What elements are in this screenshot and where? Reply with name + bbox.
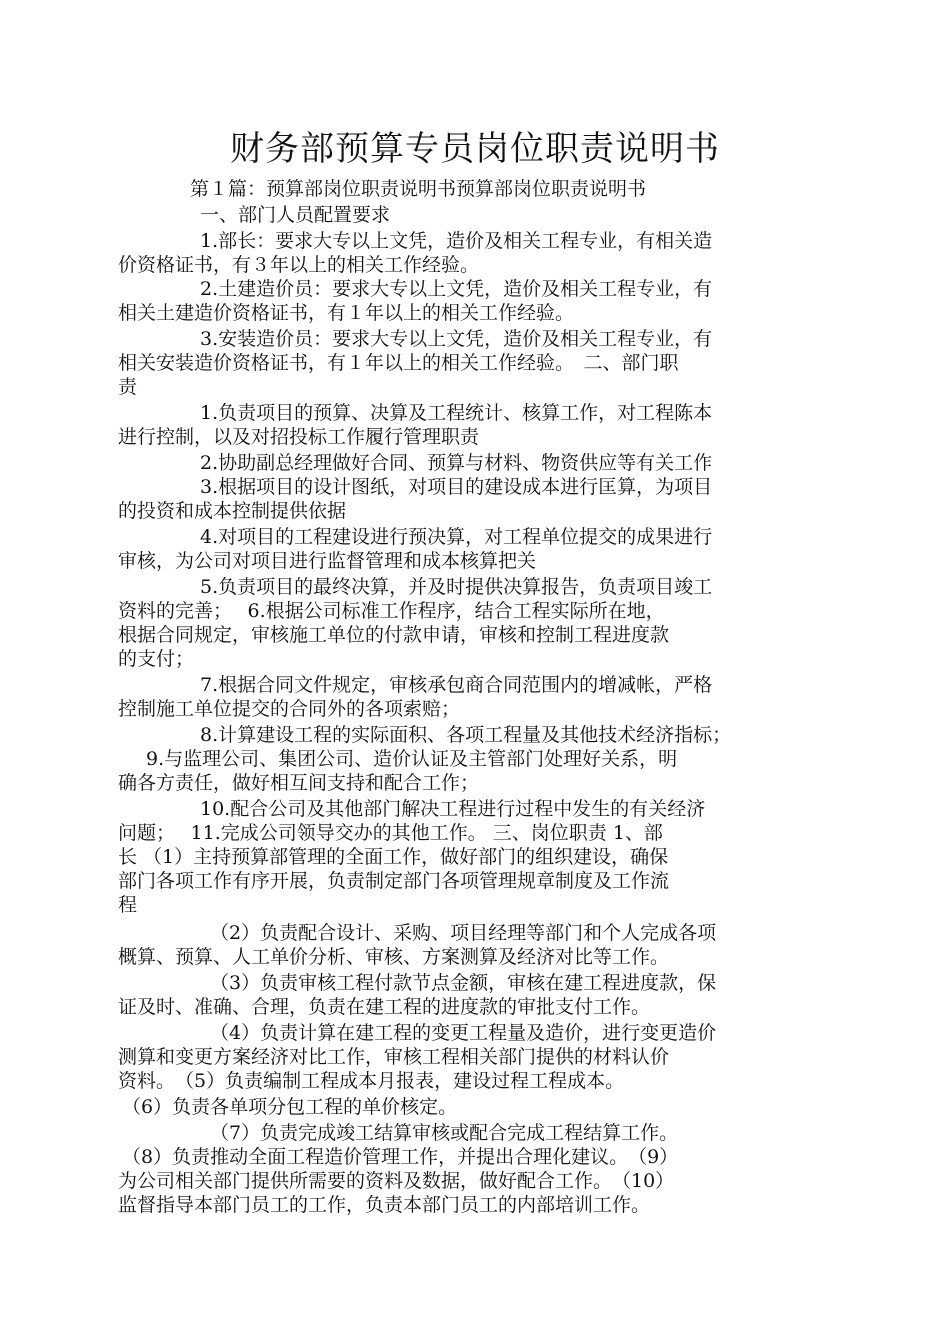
paragraph-line: 为公司相关部门提供所需要的资料及数据，做好配合工作。 （10） (118, 1170, 675, 1192)
paragraph-line: 控制施工单位提交的合同外的各项索赔； (118, 698, 461, 720)
paragraph-line: 1.负责项目的预算、决算及工程统计、核算工作，对工程陈本 (200, 402, 713, 424)
paragraph-line: 概算、预算、人工单价分析、审核、方案测算及经济对比等工作。 (118, 946, 670, 968)
paragraph-line: 9.与监理公司、集团公司、造价认证及主管部门处理好关系，明 (146, 748, 678, 770)
paragraph-line: （3）负责审核工程付款节点金额，审核在建工程进度款，保 (210, 972, 717, 994)
paragraph-line: 7.根据合同文件规定，审核承包商合同范围内的增减帐，严格 (200, 674, 713, 696)
paragraph-line: 10.配合公司及其他部门解决工程进行过程中发生的有关经济 (200, 798, 706, 820)
document-title: 财务部预算专员岗位职责说明书 (230, 129, 720, 169)
paragraph-line: 确各方责任，做好相互间支持和配合工作； (118, 772, 480, 794)
paragraph-line: 根据合同规定，审核施工单位的付款申请，审核和控制工程进度款 (118, 624, 670, 646)
paragraph-line: 部门各项工作有序开展，负责制定部门各项管理规章制度及工作流 (118, 870, 670, 892)
section-heading: 一、部门人员配置要求 (200, 204, 391, 226)
paragraph-line: 3.安装造价员：要求大专以上文凭，造价及相关工程专业，有 (200, 328, 713, 350)
paragraph-line: 5.负责项目的最终决算，并及时提供决算报告，负责项目竣工 (200, 576, 713, 598)
paragraph-line: 问题； 11.完成公司领导交办的其他工作。 三、岗位职责 1、部 (118, 822, 663, 844)
paragraph-line: （6）负责各单项分包工程的单价核定。 (122, 1096, 458, 1118)
paragraph-line: 责 (118, 376, 138, 398)
paragraph-line: 资料的完善； 6.根据公司标准工作程序，结合工程实际所在地， (118, 600, 665, 622)
paragraph-line: 审核，为公司对项目进行监督管理和成本核算把关 (118, 550, 537, 572)
paragraph-line: 测算和变更方案经济对比工作，审核工程相关部门提供的材料认价 (118, 1046, 670, 1068)
paragraph-line: （4）负责计算在建工程的变更工程量及造价，进行变更造价 (210, 1022, 717, 1044)
paragraph-line: 进行控制，以及对招投标工作履行管理职责 (118, 426, 480, 448)
paragraph-line: （7）负责完成竣工结算审核或配合完成工程结算工作。 (210, 1122, 679, 1144)
paragraph-line: （2）负责配合设计、采购、项目经理等部门和个人完成各项 (210, 922, 717, 944)
paragraph-line: 程 (118, 894, 138, 916)
paragraph-line: 的投资和成本控制提供依据 (118, 500, 347, 522)
paragraph-line: 监督指导本部门员工的工作，负责本部门员工的内部培训工作。 (118, 1194, 651, 1216)
paragraph-line: 的支付； (118, 648, 195, 670)
paragraph-line: 2.土建造价员：要求大专以上文凭，造价及相关工程专业，有 (200, 278, 713, 300)
paragraph-line: 相关安装造价资格证书，有１年以上的相关工作经验。 二、部门职 (118, 352, 679, 374)
paragraph-line: 4.对项目的工程建设进行预决算，对工程单位提交的成果进行 (200, 526, 713, 548)
paragraph-line: 资料。 （5）负责编制工程成本月报表，建设过程工程成本。 (118, 1070, 625, 1092)
paragraph-line: 证及时、准确、合理，负责在建工程的进度款的审批支付工作。 (118, 996, 651, 1018)
paragraph-line: （8）负责推动全面工程造价管理工作，并提出合理化建议。 （9） (122, 1146, 679, 1168)
paragraph-line: 长 （1）主持预算部管理的全面工作，做好部门的组织建设，确保 (118, 846, 669, 868)
paragraph-line: 3.根据项目的设计图纸，对项目的建设成本进行匡算，为项目 (200, 476, 713, 498)
section-heading: 第１篇：预算部岗位职责说明书预算部岗位职责说明书 (190, 178, 647, 200)
paragraph-line: 2.协助副总经理做好合同、预算与材料、物资供应等有关工作 (200, 452, 713, 474)
paragraph-line: 1.部长：要求大专以上文凭，造价及相关工程专业，有相关造 (200, 230, 713, 252)
paragraph-line: 8.计算建设工程的实际面积、各项工程量及其他技术经济指标； (200, 724, 732, 746)
paragraph-line: 价资格证书，有３年以上的相关工作经验。 (118, 254, 480, 276)
paragraph-line: 相关土建造价资格证书，有１年以上的相关工作经验。 (118, 302, 575, 324)
